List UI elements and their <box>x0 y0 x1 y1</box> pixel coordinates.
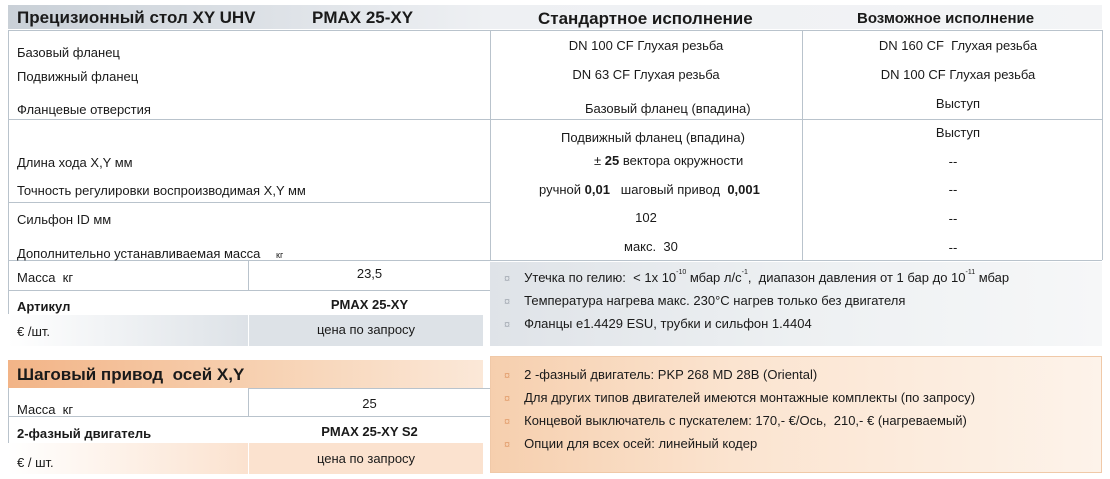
base-flange-label: Базовый фланец <box>17 45 120 60</box>
extra-mass-label <box>17 246 283 261</box>
price-value: цена по запросу <box>316 322 416 337</box>
bullet-icon: ¤ <box>504 370 511 382</box>
accuracy-manual-value: 0,01 <box>584 182 610 197</box>
extra-mass-unit: кг <box>276 250 284 260</box>
accuracy-std <box>539 182 760 197</box>
bullet-icon: ¤ <box>504 273 511 285</box>
note-bake-temp-text: Температура нагрева макс. 230°C нагрев только без двигателя <box>524 293 906 308</box>
article-value: PMAX 25-XY <box>330 297 409 312</box>
row-divider-1 <box>8 119 1102 120</box>
moving-flange-opt: DN 100 CF Глухая резьба <box>880 67 1036 82</box>
accuracy-label: Точность регулировки воспроизводимая X,Y мм <box>17 183 306 198</box>
note-bake-temp <box>504 293 905 308</box>
stroke-std <box>594 153 743 168</box>
motor-price-value: цена по запросу <box>316 451 416 466</box>
mass-label: Масса кг <box>17 270 74 285</box>
note-materials-text: Фланцы е1.4429 ESU, трубки и сильфон 1.4404 <box>524 316 812 331</box>
table-border-top <box>8 30 1102 31</box>
note-helium-exp-1: -10 <box>676 269 687 276</box>
note-materials <box>504 316 812 331</box>
motor-title: Шаговый привод осей X,Y <box>17 365 245 384</box>
base-flange-std: DN 100 CF Глухая резьба <box>568 38 724 53</box>
motor-price-label: € / шт. <box>17 455 54 470</box>
row-divider-2 <box>8 202 490 203</box>
note-helium-leak <box>504 270 1009 285</box>
motor-note-2 <box>504 390 975 405</box>
column-header-standard: Стандартное исполнение <box>538 9 753 28</box>
bullet-icon: ¤ <box>504 439 511 451</box>
note-helium-text-c: , диапазон давления от 1 бар до 10 <box>747 270 966 285</box>
bellows-opt: -- <box>948 211 958 226</box>
flange-holes-std-2: Подвижный фланец (впадина) <box>561 130 745 145</box>
bullet-icon: ¤ <box>504 296 511 308</box>
note-helium-text-b: мбар л/с <box>686 270 742 285</box>
note-helium-text-d: мбар <box>975 270 1010 285</box>
motor-note-1 <box>504 367 817 382</box>
mass-row-bottom <box>8 290 490 291</box>
motor-article-value: PMAX 25-XY S2 <box>321 424 418 439</box>
bullet-icon: ¤ <box>504 393 511 405</box>
flange-holes-std-1: Базовый фланец (впадина) <box>585 101 751 116</box>
table-border-left <box>8 30 9 314</box>
flange-holes-opt-1: Выступ <box>935 96 981 111</box>
stroke-label: Длина хода X,Y мм <box>17 155 133 170</box>
moving-flange-std: DN 63 CF Глухая резьба <box>572 67 720 82</box>
base-flange-opt: DN 160 CF Глухая резьба <box>878 38 1038 53</box>
stroke-opt: -- <box>948 154 958 169</box>
motor-note-4 <box>504 436 757 451</box>
column-header-optional: Возможное исполнение <box>857 10 1035 27</box>
price-label: € /шт. <box>17 324 51 339</box>
motor-mass-value: 25 <box>362 396 377 411</box>
note-helium-text-a: Утечка по гелию: < 1x 10 <box>524 270 677 285</box>
extra-mass-opt: -- <box>948 240 958 255</box>
extra-mass-std: макс. 30 <box>624 239 678 254</box>
motor-mass-label: Масса кг <box>17 402 74 417</box>
column-divider-1 <box>490 30 491 260</box>
page-title: Прецизионный стол XY UHV <box>17 8 256 27</box>
motor-note-2-text: Для других типов двигателей имеются монтажные комплекты (по запросу) <box>524 390 976 405</box>
note-helium-exp-3: -11 <box>965 269 976 276</box>
motor-note-3-text: Концевой выключатель с пускателем: 170,- €/Ось, 210,- € (нагреваемый) <box>524 413 967 428</box>
moving-flange-label: Подвижный фланец <box>17 69 139 84</box>
stroke-plusminus: ± <box>594 153 605 168</box>
motor-mass-bottom <box>8 416 490 417</box>
bullet-icon: ¤ <box>504 416 511 428</box>
accuracy-stepper-label: шаговый привод <box>609 182 728 197</box>
bellows-std: 102 <box>635 210 657 225</box>
model-title: PMAX 25-XY <box>312 8 414 27</box>
article-label: Артикул <box>17 299 71 314</box>
motor-article-label: 2-фазный двигатель <box>17 426 152 441</box>
motor-border-top <box>248 388 490 389</box>
bullet-icon: ¤ <box>504 319 511 331</box>
flange-holes-opt-2: Выступ <box>935 125 981 140</box>
flange-holes-label: Фланцевые отверстия <box>17 102 151 117</box>
accuracy-opt: -- <box>948 182 958 197</box>
motor-note-3 <box>504 413 967 428</box>
note-helium-exp-2: -1 <box>741 269 748 276</box>
stroke-suffix: вектора окружности <box>619 153 744 168</box>
mass-value: 23,5 <box>356 266 383 281</box>
extra-mass-text: Дополнительно устанавливаемая масса <box>17 246 261 261</box>
motor-note-4-text: Опции для всех осей: линейный кодер <box>524 436 758 451</box>
stroke-value: 25 <box>604 153 620 168</box>
motor-note-1-text: 2 -фазный двигатель: PKP 268 MD 28B (Oriental) <box>524 367 818 382</box>
accuracy-stepper-value: 0,001 <box>727 182 760 197</box>
accuracy-manual-label: ручной <box>539 182 585 197</box>
bellows-label: Сильфон ID мм <box>17 212 112 227</box>
